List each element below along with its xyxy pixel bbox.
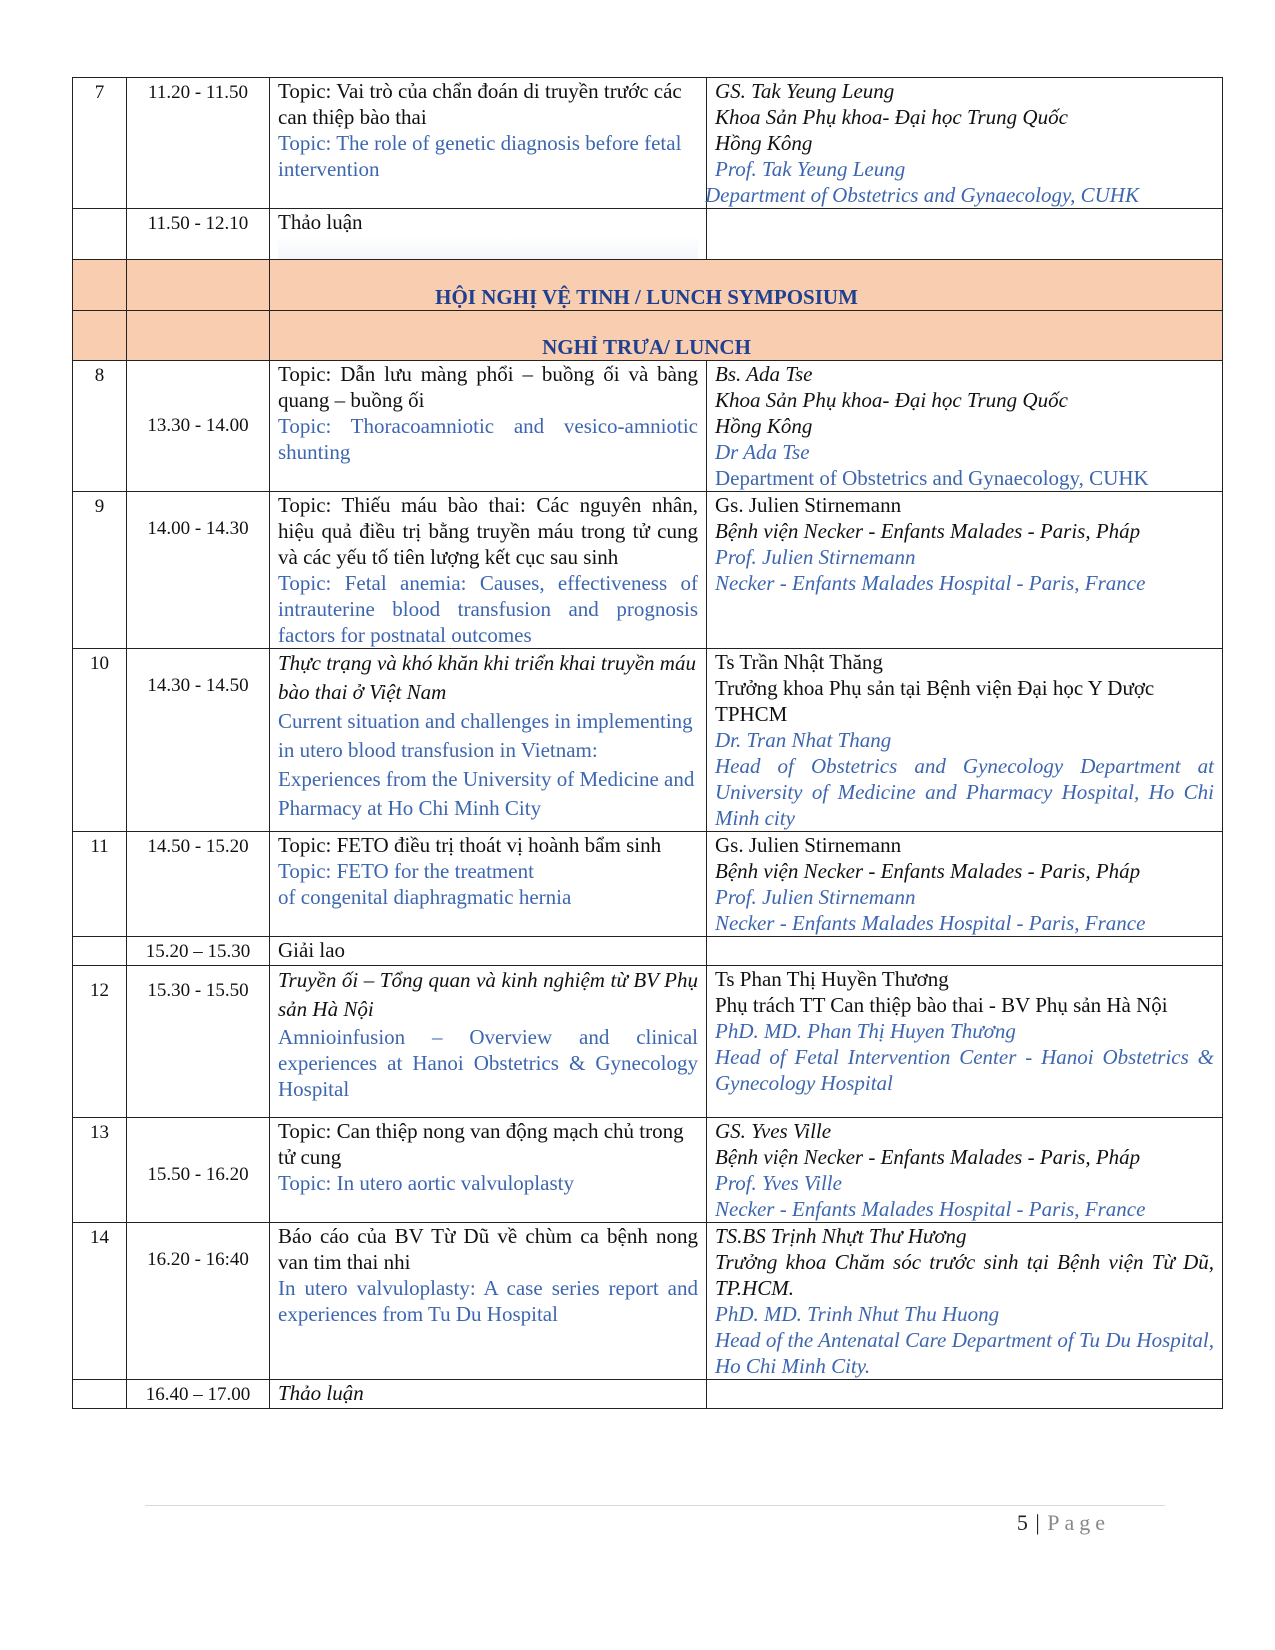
speaker-cell [707, 1118, 1223, 1223]
speaker-name-en: Dr. Tran Nhat Thang [715, 728, 892, 752]
time-slot: 16.40 – 17.00 [127, 1380, 270, 1409]
speaker-name-vi: Ts Trần Nhật Thăng [715, 650, 883, 674]
page-footer [1017, 1510, 1110, 1536]
time-slot: 15.50 - 16.20 [127, 1118, 270, 1223]
footer-rule [145, 1505, 1165, 1506]
topic-en: Topic: Thoracoamniotic and vesico-amniotic shunting [278, 414, 698, 464]
session-number: 12 [73, 966, 127, 1118]
topic-en: of congenital diaphragmatic hernia [278, 885, 572, 909]
speaker-name-en: Prof. Julien Stirnemann [715, 545, 916, 569]
speaker-affiliation-en: Head of Obstetrics and Gynecology Department at University of Medicine and Pharmacy Hospital, Ho Chi Minh city [715, 754, 1214, 830]
speaker-affiliation-vi: Trưởng khoa Chăm sóc trước sinh tại Bệnh viện Từ Dũ, TP.HCM. [715, 1250, 1214, 1300]
speaker-name-en: Dr Ada Tse [715, 440, 810, 464]
topic-cell [270, 78, 707, 209]
speaker-affiliation-vi: Trưởng khoa Phụ sản tại Bệnh viện Đại học Y Dược TPHCM [715, 676, 1155, 726]
topic-vi: Thực trạng và khó khăn khi triển khai truyền máu bào thai ở Việt Nam [278, 651, 696, 704]
speaker-affiliation-en: Head of the Antenatal Care Department of Tu Du Hospital, Ho Chi Minh City. [715, 1328, 1214, 1378]
session-number: 9 [73, 492, 127, 649]
speaker-cell [707, 361, 1223, 492]
topic-vi: Topic: Vai trò của chẩn đoán di truyền trước các can thiệp bào thai [278, 79, 682, 129]
topic-vi: Báo cáo của BV Từ Dũ về chùm ca bệnh nong van tim thai nhi [278, 1224, 698, 1274]
topic-vi: Topic: Thiếu máu bào thai: Các nguyên nhân, hiệu quả điều trị bằng truyền máu trong tử cung và các yếu tố tiên lượng kết cục sau sinh [278, 493, 698, 569]
speaker-cell [707, 832, 1223, 937]
time-slot: 11.20 - 11.50 [127, 78, 270, 209]
topic-en: Topic: FETO for the treatment [278, 859, 534, 883]
speaker-name-vi: Gs. Julien Stirnemann [715, 833, 902, 857]
time-slot: 15.20 – 15.30 [127, 937, 270, 966]
speaker-cell [707, 492, 1223, 649]
speaker-name-vi: TS.BS Trịnh Nhựt Thư Hương [715, 1224, 967, 1248]
speaker-affiliation-en: Head of Fetal Intervention Center - Hanoi Obstetrics & Gynecology Hospital [715, 1045, 1214, 1095]
table-row [73, 209, 1223, 260]
page-label: Page [1047, 1510, 1110, 1535]
time-slot: 14.30 - 14.50 [127, 649, 270, 832]
topic-vi: Giải lao [278, 938, 346, 962]
table-row [73, 966, 1223, 1118]
table-row [73, 832, 1223, 937]
speaker-affiliation-vi: Bệnh viện Necker - Enfants Malades - Paris, Pháp [715, 859, 1141, 883]
table-row [73, 1380, 1223, 1409]
table-row [73, 937, 1223, 966]
session-number: 8 [73, 361, 127, 492]
topic-cell [270, 361, 707, 492]
topic-cell [270, 832, 707, 937]
page-separator: | [1035, 1510, 1041, 1535]
session-number: 10 [73, 649, 127, 832]
table-row [73, 1118, 1223, 1223]
topic-en: Topic: Fetal anemia: Causes, effectiveness of intrauterine blood transfusion and prognosis factors for postnatal outcomes [278, 571, 698, 647]
speaker-affiliation-vi: Phụ trách TT Can thiệp bào thai - BV Phụ sản Hà Nội [715, 993, 1168, 1017]
agenda-page [72, 77, 1222, 1409]
topic-cell [270, 649, 707, 832]
speaker-cell [707, 1223, 1223, 1380]
session-number: 7 [73, 78, 127, 209]
speaker-affiliation-en: Department of Obstetrics and Gynaecology, CUHK [715, 466, 1149, 490]
speaker-cell [707, 966, 1223, 1118]
topic-en: Topic: The role of genetic diagnosis before fetal intervention [278, 131, 682, 181]
table-row [73, 1223, 1223, 1380]
speaker-name-vi: GS. Yves Ville [715, 1119, 832, 1143]
speaker-affiliation-en: Necker - Enfants Malades Hospital - Paris, France [715, 911, 1146, 935]
speaker-name-vi: Bs. Ada Tse [715, 362, 813, 386]
topic-cell [270, 209, 707, 260]
speaker-name-en: Prof. Julien Stirnemann [715, 885, 916, 909]
topic-vi: Truyền ối – Tổng quan và kinh nghiệm từ BV Phụ sản Hà Nội [278, 968, 698, 1021]
topic-en: Amnioinfusion – Overview and clinical experiences at Hanoi Obstetrics & Gynecology Hospital [278, 1025, 698, 1101]
topic-en: Current situation and challenges in implementing in utero blood transfusion in Vietnam: Experiences from the University of Medicine and Pharmacy at Ho Chi Minh City [278, 709, 695, 820]
speaker-affiliation-en: Necker - Enfants Malades Hospital - Paris, France [715, 571, 1146, 595]
session-number: 14 [73, 1223, 127, 1380]
speaker-location-vi: Hồng Kông [715, 131, 813, 155]
topic-vi: Thảo luận [278, 210, 363, 234]
speaker-affiliation-vi: Bệnh viện Necker - Enfants Malades - Paris, Pháp [715, 1145, 1141, 1169]
speaker-affiliation-en: Department of Obstetrics and Gynaecology, CUHK [705, 183, 1139, 207]
speaker-location-vi: Hồng Kông [715, 414, 813, 438]
topic-cell [270, 937, 707, 966]
speaker-affiliation-vi: Khoa Sản Phụ khoa- Đại học Trung Quốc [715, 388, 1068, 412]
topic-vi: Topic: FETO điều trị thoát vị hoành bẩm sinh [278, 833, 662, 857]
topic-en: Topic: In utero aortic valvuloplasty [278, 1171, 574, 1195]
speaker-affiliation-en: Necker - Enfants Malades Hospital - Paris, France [715, 1197, 1146, 1221]
table-row [73, 361, 1223, 492]
time-slot: 14.50 - 15.20 [127, 832, 270, 937]
section-title: HỘI NGHỊ VỆ TINH / LUNCH SYMPOSIUM [435, 285, 858, 309]
speaker-affiliation-vi: Khoa Sản Phụ khoa- Đại học Trung Quốc [715, 105, 1068, 129]
speaker-name-en: PhD. MD. Trinh Nhut Thu Huong [715, 1302, 1000, 1326]
speaker-cell [707, 649, 1223, 832]
session-number: 11 [73, 832, 127, 937]
section-title: NGHỈ TRƯA/ LUNCH [542, 335, 751, 359]
topic-vi: Topic: Can thiệp nong van động mạch chủ trong tử cung [278, 1119, 684, 1169]
time-slot: 16.20 - 16:40 [127, 1223, 270, 1380]
speaker-name-vi: GS. Tak Yeung Leung [715, 79, 895, 103]
topic-cell [270, 1223, 707, 1380]
time-slot: 11.50 - 12.10 [127, 209, 270, 260]
table-row [73, 492, 1223, 649]
speaker-cell [707, 78, 1223, 209]
agenda-table [72, 77, 1223, 1409]
table-row [73, 649, 1223, 832]
section-band [73, 311, 1223, 361]
speaker-name-en: Prof. Tak Yeung Leung [715, 157, 906, 181]
speaker-name-vi: Gs. Julien Stirnemann [715, 493, 902, 517]
speaker-name-en: PhD. MD. Phan Thị Huyen Thương [715, 1019, 1016, 1043]
section-band [73, 260, 1223, 311]
speaker-name-en: Prof. Yves Ville [715, 1171, 842, 1195]
page-number: 5 [1016, 1510, 1029, 1535]
time-slot: 13.30 - 14.00 [127, 361, 270, 492]
speaker-name-vi: Ts Phan Thị Huyền Thương [715, 967, 949, 991]
topic-cell [270, 966, 707, 1118]
topic-cell [270, 1118, 707, 1223]
time-slot: 15.30 - 15.50 [127, 966, 270, 1118]
topic-cell [270, 492, 707, 649]
topic-vi: Thảo luận [278, 1381, 364, 1405]
table-row [73, 78, 1223, 209]
topic-en: In utero valvuloplasty: A case series report and experiences from Tu Du Hospital [278, 1276, 698, 1326]
time-slot: 14.00 - 14.30 [127, 492, 270, 649]
speaker-affiliation-vi: Bệnh viện Necker - Enfants Malades - Paris, Pháp [715, 519, 1141, 543]
topic-vi: Topic: Dẫn lưu màng phổi – buồng ối và bàng quang – buồng ối [278, 362, 698, 412]
session-number: 13 [73, 1118, 127, 1223]
topic-cell [270, 1380, 707, 1409]
